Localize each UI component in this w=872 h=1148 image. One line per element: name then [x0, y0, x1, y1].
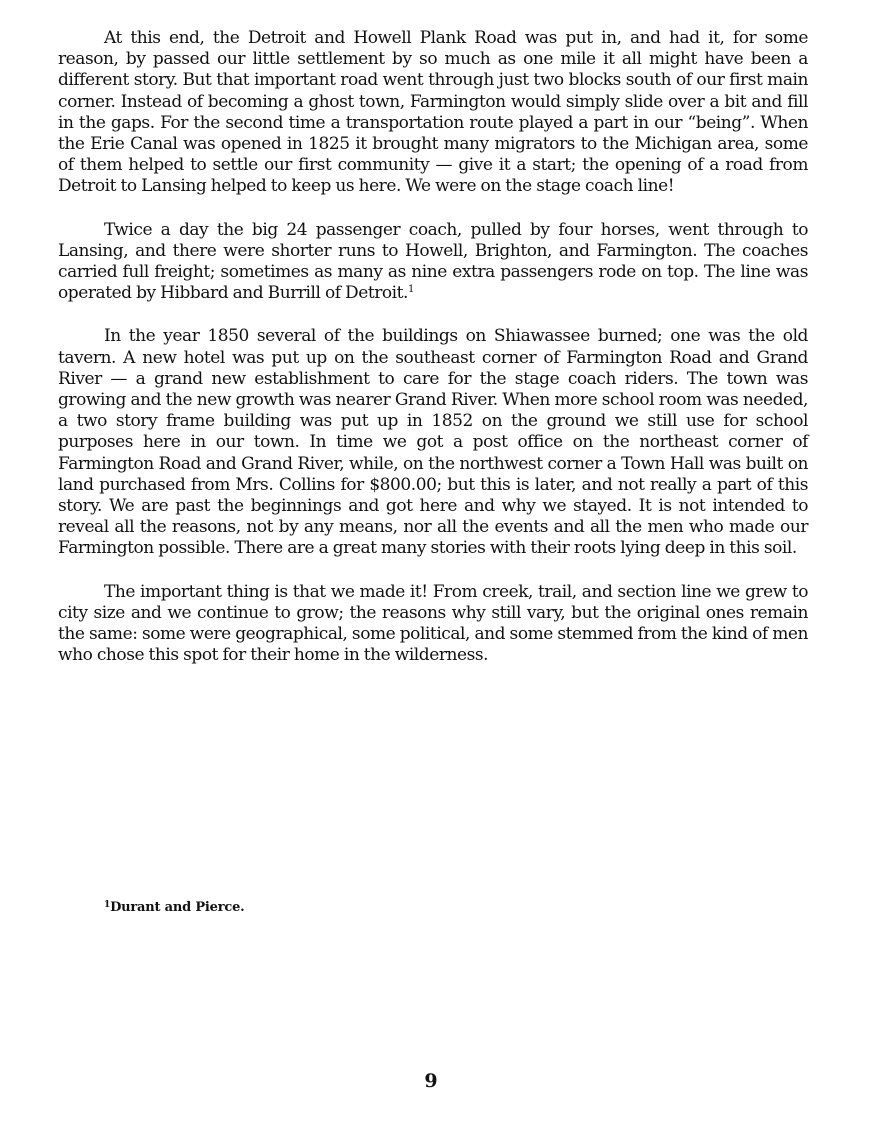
paragraph-plank-road	[58, 28, 808, 198]
paragraph-text: At this end, the Detroit and Howell Plank Road was put in, and had it, for some reason, by passed our little settlement by so much as one mile it all might have been a different story. But that important road went through just two blocks south of our first main corner. Instead of becoming a ghost town, Farmington would simply slide over a bit and fill in the gaps. For the second time a transportation route played a part in our “being”. When the Erie Canal was opened in 1825 it brought many migrators to the Michigan area, some of them helped to settle our first community — give it a start; the opening of a road from Detroit to Lansing helped to keep us here. We were on the stage coach line!	[58, 28, 808, 197]
footnote-reference: 1	[408, 284, 414, 296]
page-number: 9	[424, 1070, 438, 1092]
paragraph-conclusion	[58, 582, 808, 667]
footnote-text: Durant and Pierce.	[110, 900, 245, 915]
paragraph-text: The important thing is that we made it! From creek, trail, and section line we grew to city size and we continue to grow; the reasons why still vary, but the original ones remain the same: some were geographical, some political, and some stemmed from the kind of men who chose this spot for their home in the wilderness.	[58, 581, 808, 666]
footnote	[104, 899, 504, 917]
footnote-mark: 1	[104, 900, 111, 910]
body-text	[58, 28, 808, 666]
paragraph-town-growth	[58, 326, 808, 559]
paragraph-text: Twice a day the big 24 passenger coach, pulled by four horses, went through to Lansing, and there were shorter runs to Howell, Brighton, and Farmington. The coaches carried full freight; sometimes as many as nine extra passengers rode on top. The line was operated by Hibbard and Burrill of Detroit.	[58, 219, 808, 304]
paragraph-stage-coach	[58, 220, 808, 305]
paragraph-text: In the year 1850 several of the buildings on Shiawassee burned; one was the old tavern. A new hotel was put up on the southeast corner of Farmington Road and Grand River — a grand new establishment to care for the stage coach riders. The town was growing and the new growth was nearer Grand River. When more school room was needed, a two story frame building was put up in 1852 on the ground we still use for school purposes here in our town. In time we got a post office on the northeast corner of Farmington Road and Grand River, while, on the northwest corner a Town Hall was built on land purchased from Mrs. Collins for $800.00; but this is later, and not really a part of this story. We are past the beginnings and got here and why we stayed. It is not intended to reveal all the reasons, not by any means, nor all the events and all the men who made our Farmington possible. There are a great many stories with their roots lying deep in this soil.	[58, 326, 808, 559]
